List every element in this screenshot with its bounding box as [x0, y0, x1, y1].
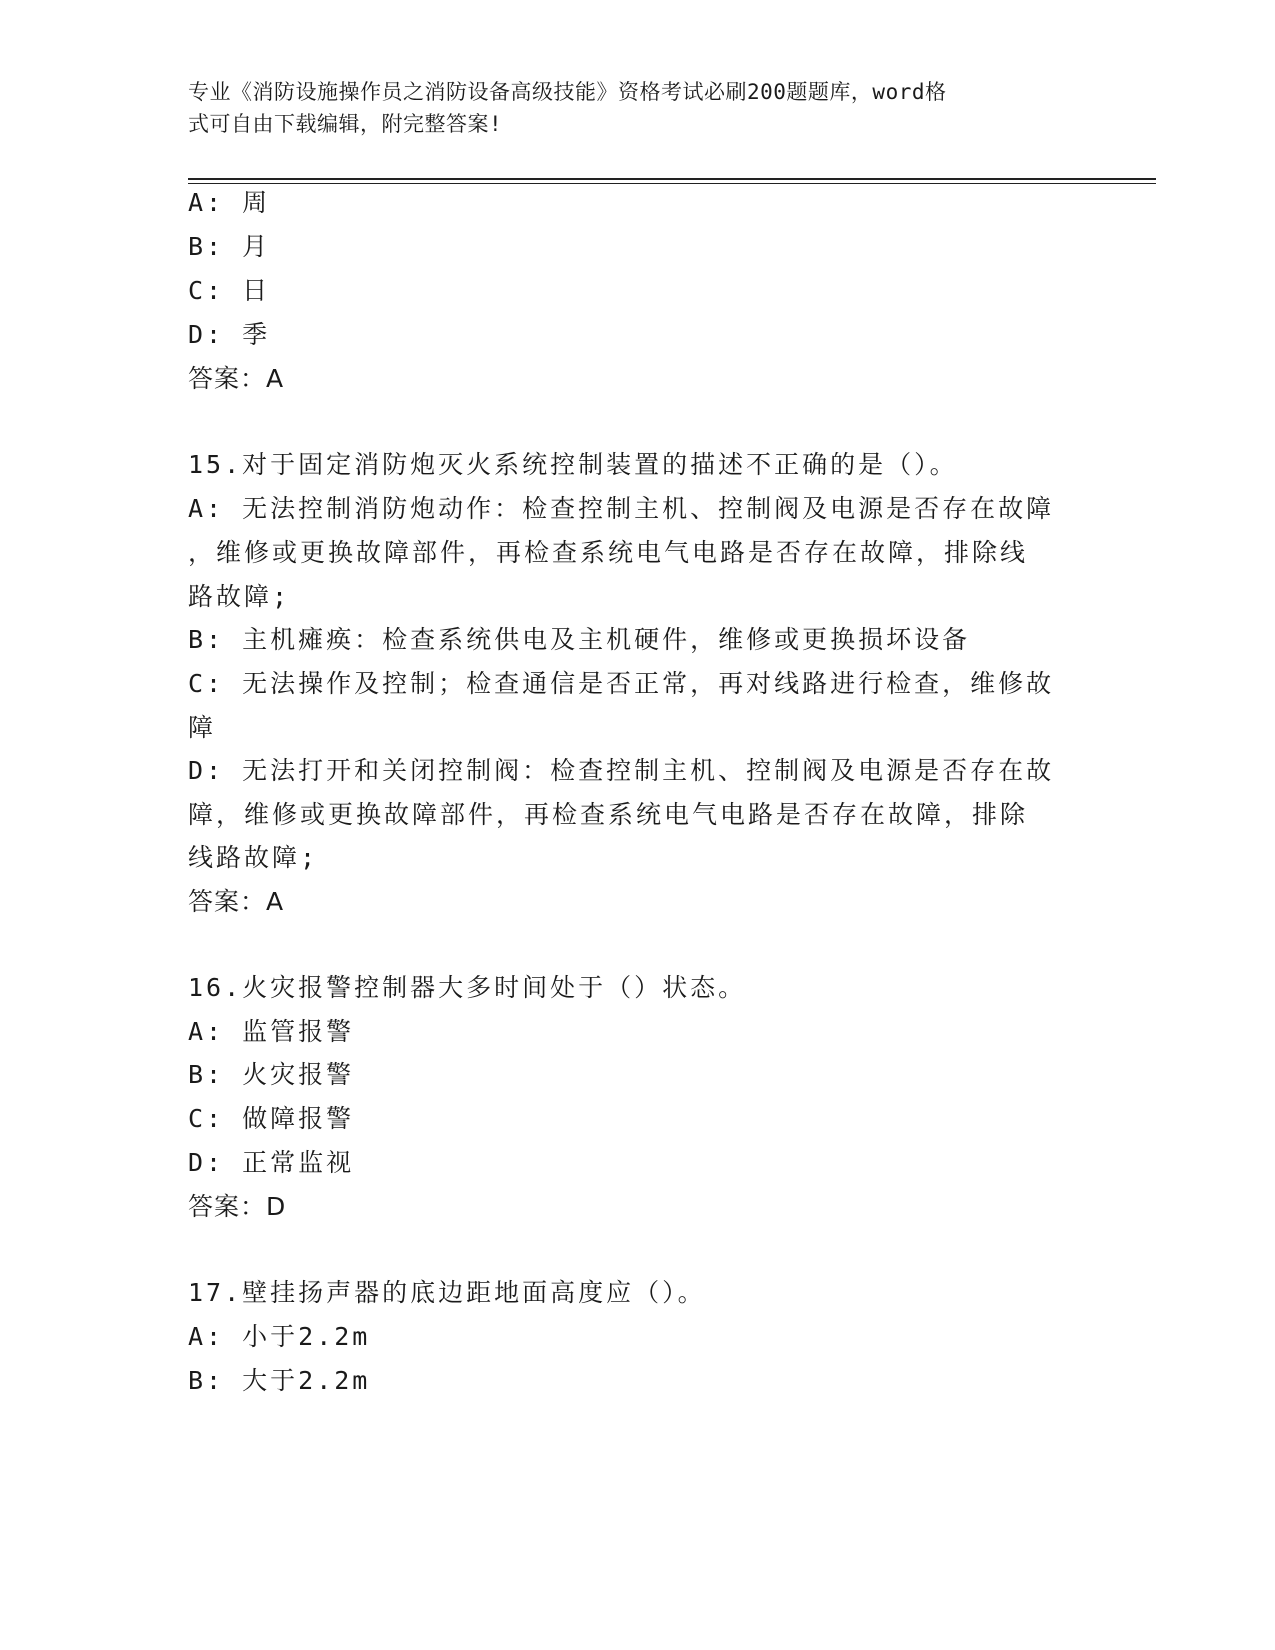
- q17-question: 17.壁挂扬声器的底边距地面高度应（）。: [188, 1278, 706, 1307]
- q14-option-b: B: 月: [188, 232, 271, 261]
- q15-option-a-line-1: A: 无法控制消防炮动作：检查控制主机、控制阀及电源是否存在故障: [188, 494, 1055, 523]
- document-header: [188, 76, 1068, 140]
- q14-answer: 答案：A: [188, 364, 285, 393]
- q15-question: 15.对于固定消防炮灭火系统控制装置的描述不正确的是（）。: [188, 450, 958, 479]
- q15-option-c-line-2: 障: [188, 713, 217, 742]
- header-divider-thick: [188, 178, 1156, 180]
- header-divider-thin: [188, 183, 1156, 184]
- q15-option-b: B: 主机瘫痪：检查系统供电及主机硬件，维修或更换损坏设备: [188, 625, 971, 654]
- header-title-line-1: 专业《消防设施操作员之消防设备高级技能》资格考试必刷200题题库，word格: [188, 80, 947, 104]
- q15-option-c-line-1: C: 无法操作及控制；检查通信是否正常，再对线路进行检查，维修故: [188, 669, 1055, 698]
- q17-option-b: B: 大于2.2m: [188, 1366, 371, 1395]
- q14-option-c: C: 日: [188, 276, 271, 305]
- q16-option-d: D: 正常监视: [188, 1148, 355, 1177]
- q16-option-c: C: 做障报警: [188, 1104, 355, 1133]
- q17-option-a: A: 小于2.2m: [188, 1322, 371, 1351]
- q14-option-a: A: 周: [188, 188, 271, 217]
- q16-answer: 答案：D: [188, 1192, 287, 1221]
- q14-option-d: D: 季: [188, 320, 271, 349]
- q16-option-a: A: 监管报警: [188, 1017, 355, 1046]
- q15-option-d-line-3: 线路故障;: [188, 843, 319, 872]
- q16-question: 16.火灾报警控制器大多时间处于（）状态。: [188, 973, 747, 1002]
- q15-answer: 答案：A: [188, 887, 285, 916]
- q15-option-a-line-3: 路故障;: [188, 582, 291, 611]
- q15-option-a-line-2: ，维修或更换故障部件，再检查系统电气电路是否存在故障，排除线: [188, 538, 1029, 567]
- q16-option-b: B: 火灾报警: [188, 1060, 355, 1089]
- header-title-line-2: 式可自由下载编辑，附完整答案!: [188, 112, 503, 136]
- q15-option-d-line-2: 障，维修或更换故障部件，再检查系统电气电路是否存在故障，排除: [188, 800, 1029, 829]
- q15-option-d-line-1: D: 无法打开和关闭控制阀：检查控制主机、控制阀及电源是否存在故: [188, 756, 1055, 785]
